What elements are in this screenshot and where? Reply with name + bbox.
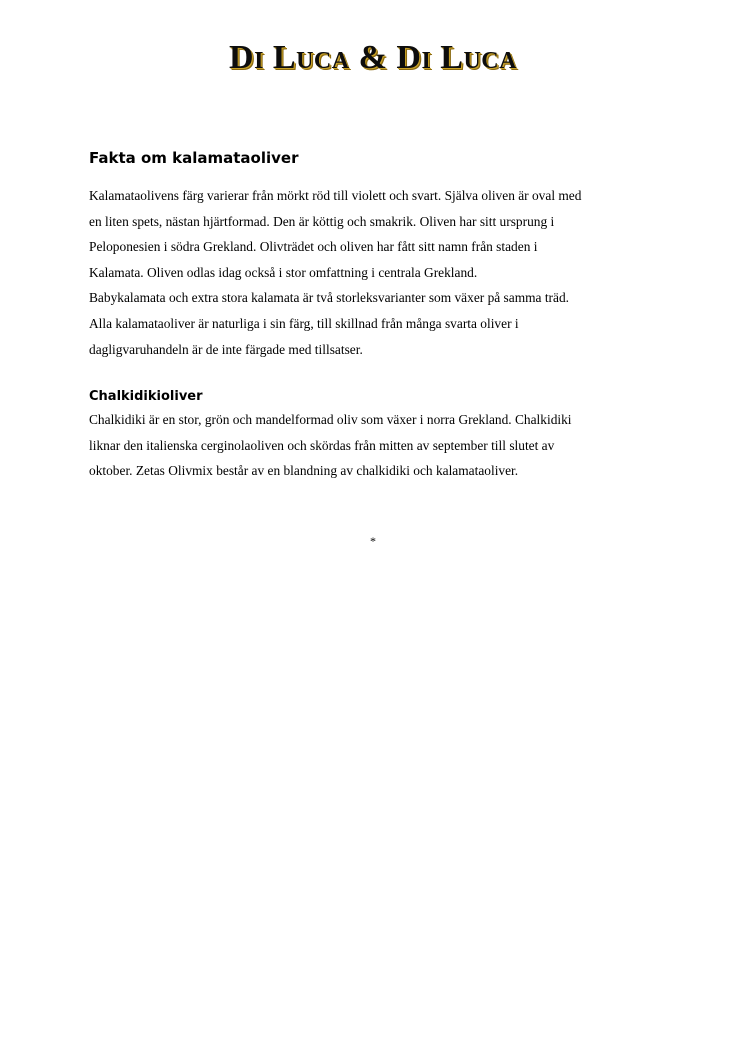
text-line: dagligvaruhandeln är de inte färgade med tillsatser. (89, 341, 363, 357)
text-line: Babykalamata och extra stora kalamata är två storleksvarianter som växer på samma träd. (89, 290, 570, 306)
paragraph-chalkidiki (89, 407, 659, 484)
text-line: Chalkidiki är en stor, grön och mandelformad oliv som växer i norra Grekland. Chalkidiki (89, 412, 572, 428)
article-title: Fakta om kalamataoliver (89, 149, 299, 167)
section-separator: * (370, 534, 376, 548)
brand-logo: Di Luca & Di Luca (229, 39, 517, 76)
text-line: en liten spets, nästan hjärtformad. Den är köttig och smakrik. Oliven har sitt ursprung i (89, 213, 555, 229)
article-body (89, 147, 659, 484)
text-line: Kalamata. Oliven odlas idag också i stor omfattning i centrala Grekland. (89, 264, 478, 280)
text-line: Alla kalamataoliver är naturliga i sin färg, till skillnad från många svarta oliver i (89, 315, 519, 331)
text-line: Kalamataolivens färg varierar från mörkt röd till violett och svart. Själva oliven är oval med (89, 188, 582, 203)
text-line: oktober. Zetas Olivmix består av en blandning av chalkidiki och kalamataoliver. (89, 463, 519, 479)
text-line: Peloponesien i södra Grekland. Olivträdet och oliven har fått sitt namn från staden i (89, 239, 538, 255)
text-line: liknar den italienska cerginolaoliven och skördas från mitten av september till slutet av (89, 437, 555, 453)
paragraph-kalamata (89, 183, 659, 362)
section-heading-chalkidiki: Chalkidikioliver (89, 389, 203, 405)
